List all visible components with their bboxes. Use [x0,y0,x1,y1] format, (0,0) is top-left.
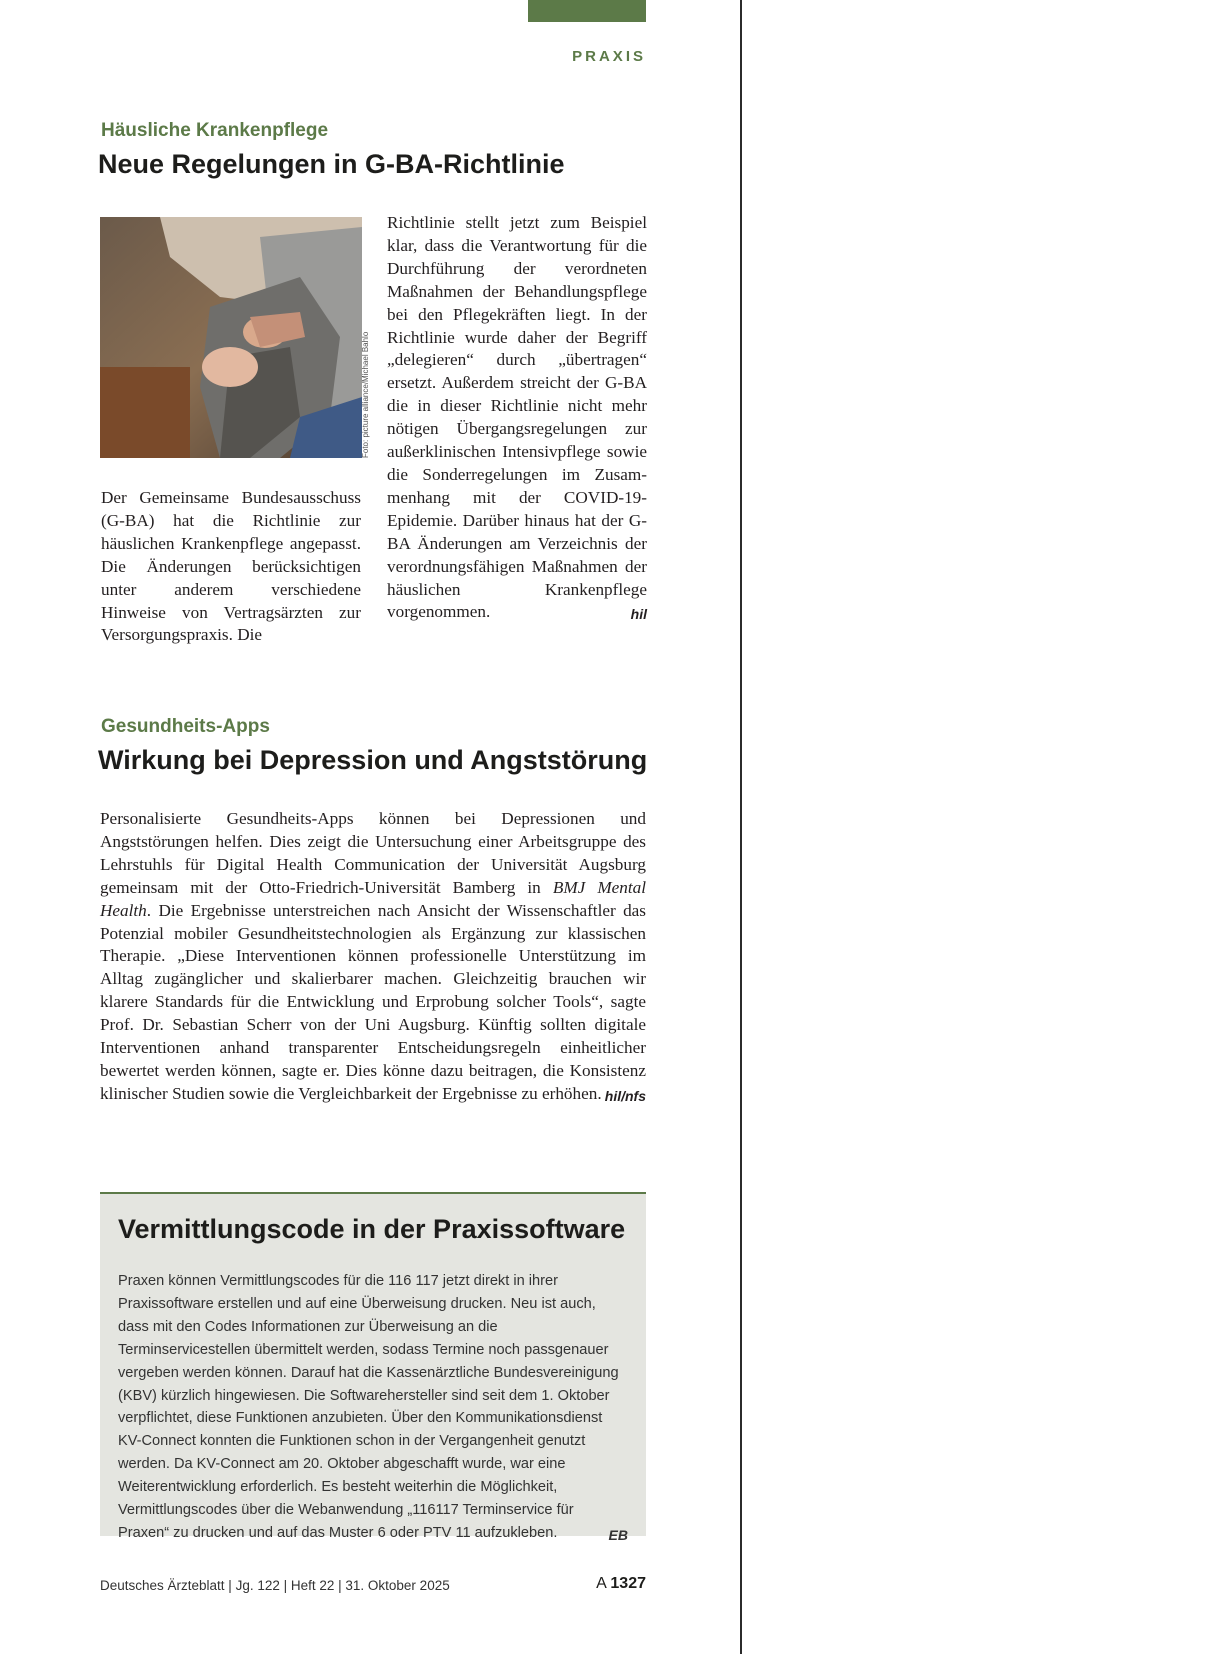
info-box-author: EB [608,1526,628,1543]
article1-author: hil [630,606,647,623]
info-box-body [118,1270,628,1547]
journal-name: BMJ Mental Health [100,877,646,920]
info-box-text: Praxen können Vermittlungscodes für die 116 117 jetzt direkt in ihrer Praxissoftware erstellen und auf eine Überweisung drucken. Neu ist auch, dass mit den Codes Informationen zur Überweisung an die Terminservicestellen übermittelt werden, sodass Termine noch passgenauer vergeben werden können. Darauf hat die Kassenärztliche Bundesvereinigung (KBV) kürzlich hingewiesen. Die Softwarehersteller sind seit dem 1. Oktober verpflichtet, diese Funktionen anzubieten. Über den Kommunikationsdienst KV-Connect konnten die Funktionen schon in der Vergangenheit genutzt werden. Da KV-Connect am 20. Oktober abgeschafft wurde, war eine Weiterentwicklung erforderlich. Es besteht weiterhin die Möglichkeit, Vermittlungscodes über die Webanwendung „116117 Terminservice für Praxen“ zu drucken und auf das Muster 6 oder PTV 11 aufzukleben. [118,1273,619,1541]
article2-text-end: . Die Ergebnisse unterstreichen nach Ansicht der Wissenschaftler das Potenzial mobiler Gesundheitstechnologien als Ergänzung zur klassischen Therapie. „Diese Interventionen können professionelle Unterstützung im Alltag zugänglicher und skalierbarer machen. Gleichzeitig brauchen wir klarere Standards für die Entwicklung und Erprobung solcher Tools“, sagte Prof. Dr. Sebastian Scherr von der Uni Augsburg. Künftig sollten digitale Interventionen anhand transparenter Entscheidungsregeln einheitlicher bewertet werden können, sagte er. Dies könne dazu beitragen, die Konsistenz klinischer Studien sowie die Vergleichbarkeit der Ergebnisse zu erhöhen. [100,900,646,1103]
article1-column1: Der Gemeinsame Bundesausschuss (G-BA) hat die Richtlinie zur häuslichen Krankenpflege angepasst. Die Änderungen berücksichtigen unter anderem verschiedene Hinweise von Vertragsärzten zur Versorgungspraxis. Die [101,488,361,645]
article1-column2-text: Richtlinie stellt jetzt zum Beispiel klar, dass die Verantwortung für die Durchführung der verordneten Maßnahmen der Behandlungspflege bei den Pflegekräften liegt. In der Richtlinie wurde daher der Begriff „delegieren“ durch „übertragen“ ersetzt. Außerdem streicht der G-BA die in dieser Richtlinie nicht mehr nötigen Übergangsregelungen zur außerklinischen Intensivpflege sowie die Sonderregelungen im Zusammenhang mit der COVID-19-Epidemie. Darüber hinaus hat der G-BA Änderungen am Verzeichnis der verordnungsfähigen Maßnahmen der häuslichen Krankenpflege vorgenommen. [387,213,647,622]
page-prefix: A [596,1575,606,1592]
photo-credit: Foto: picture alliance/Michael Bahlo [361,331,370,458]
section-color-bar [528,0,646,22]
article2-text-start: Personalisierte Gesundheits-Apps können bei Depressionen und Angststörungen helfen. Dies zeigt die Untersuchung einer Arbeitsgruppe des Lehrstuhls für Digital Health Communication der Universität Augsburg gemeinsam mit der Otto-Friedrich-Universität Bamberg in [100,809,646,897]
page-edge-rule [740,0,742,1654]
article1-column2 [387,212,647,626]
article2-headline: Wirkung bei Depression und Angststörung [98,745,648,775]
info-box [100,1192,646,1543]
footer-publication: Deutsches Ärzteblatt | Jg. 122 | Heft 22 | 31. Oktober 2025 [100,1578,450,1593]
article2-author: hil/nfs [604,1087,646,1104]
page-number: 1327 [610,1575,646,1592]
article2-kicker: Gesundheits-Apps [101,716,270,737]
info-box-title: Vermittlungscode in der Praxissoftware [118,1214,626,1244]
care-photo [100,217,362,458]
footer-page [596,1575,646,1593]
section-label: PRAXIS [572,48,646,65]
article1-headline: Neue Regelungen in G-BA-Richtlinie [98,149,565,179]
article1-kicker: Häusliche Krankenpflege [101,120,329,141]
article2-body [100,808,646,1108]
